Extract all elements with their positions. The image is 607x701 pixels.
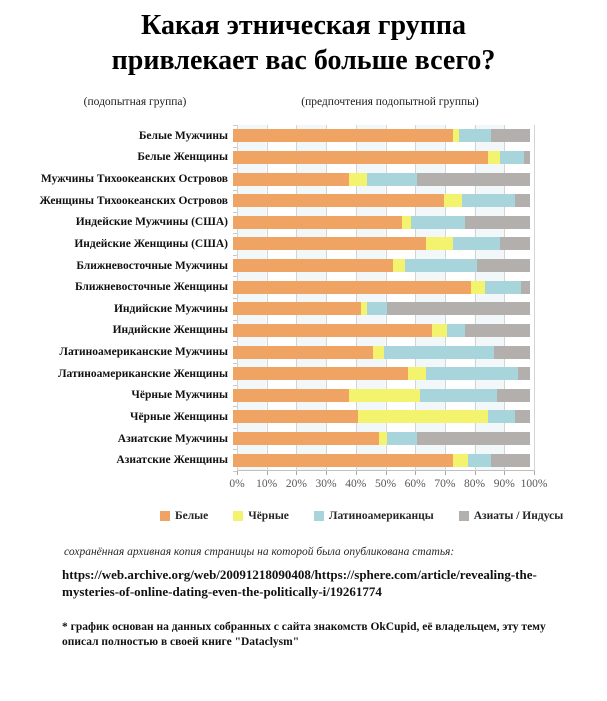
x-axis-tick-label: 10% xyxy=(256,478,278,490)
category-label: Азиатские Мужчины xyxy=(117,432,228,445)
bar-segment-Азиаты / Индусы xyxy=(524,151,530,164)
legend-item xyxy=(459,510,563,522)
legend-item xyxy=(233,510,289,522)
category-label: Индейские Мужчины (США) xyxy=(75,216,228,229)
bar-segment-Латиноамериканцы xyxy=(500,151,524,164)
chart-legend xyxy=(160,510,563,522)
y-axis-tick xyxy=(233,320,237,321)
axis-tick xyxy=(326,471,327,475)
legend-item xyxy=(314,510,434,522)
category-label: Индейские Женщины (США) xyxy=(74,237,228,250)
bar-segment-Белые xyxy=(233,410,358,423)
bar-segment-Чёрные xyxy=(453,454,468,467)
bar-row xyxy=(0,449,534,471)
bar-segment-Белые xyxy=(233,432,379,445)
y-axis-tick xyxy=(233,233,237,234)
stacked-bar-chart xyxy=(0,125,607,525)
axis-tick xyxy=(415,471,416,475)
category-label: Латиноамериканские Женщины xyxy=(57,367,228,380)
bar-row xyxy=(0,276,534,298)
bar-segment-Чёрные xyxy=(402,216,411,229)
bar-segment-Чёрные xyxy=(349,389,420,402)
subtitle-test-group: (подопытная группа) xyxy=(83,96,187,108)
category-label: Чёрные Мужчины xyxy=(131,389,228,402)
bar-segment-Латиноамериканцы xyxy=(420,389,497,402)
category-label: Белые Женщины xyxy=(137,151,228,164)
category-label: Индийские Мужчины xyxy=(113,302,228,315)
bar-track xyxy=(233,324,530,337)
bar-segment-Азиаты / Индусы xyxy=(491,129,530,142)
x-axis-labels xyxy=(0,478,607,494)
x-axis-tick-label: 60% xyxy=(404,478,426,490)
bar-track xyxy=(233,346,530,359)
category-label: Азиатские Женщины xyxy=(116,454,228,467)
bar-segment-Латиноамериканцы xyxy=(488,410,515,423)
category-label: Чёрные Женщины xyxy=(130,410,228,423)
bar-segment-Латиноамериканцы xyxy=(459,129,492,142)
bar-segment-Белые xyxy=(233,173,349,186)
bar-track xyxy=(233,216,530,229)
legend-label: Чёрные xyxy=(248,510,289,522)
bar-row xyxy=(0,298,534,320)
bar-segment-Азиаты / Индусы xyxy=(465,324,530,337)
archive-url xyxy=(62,566,572,600)
bar-segment-Чёрные xyxy=(426,237,453,250)
axis-tick xyxy=(534,471,535,475)
y-axis-tick xyxy=(233,168,237,169)
bar-track xyxy=(233,259,530,272)
bar-segment-Латиноамериканцы xyxy=(468,454,492,467)
bar-segment-Чёрные xyxy=(488,151,500,164)
bar-segment-Латиноамериканцы xyxy=(411,216,464,229)
axis-tick xyxy=(296,471,297,475)
bar-track xyxy=(233,302,530,315)
bar-segment-Азиаты / Индусы xyxy=(515,410,530,423)
y-axis-tick xyxy=(233,190,237,191)
x-axis-tick-label: 100% xyxy=(520,478,548,490)
bar-segment-Белые xyxy=(233,389,349,402)
title-line-1: Какая этническая группа xyxy=(141,10,466,41)
bar-segment-Азиаты / Индусы xyxy=(497,389,530,402)
bar-segment-Белые xyxy=(233,194,444,207)
legend-label: Азиаты / Индусы xyxy=(473,510,564,522)
bar-segment-Чёрные xyxy=(444,194,462,207)
bar-track xyxy=(233,389,530,402)
bar-row xyxy=(0,168,534,190)
legend-item xyxy=(160,510,208,522)
category-label: Ближневосточные Мужчины xyxy=(76,259,228,272)
axis-tick xyxy=(504,471,505,475)
bar-segment-Белые xyxy=(233,454,453,467)
bar-segment-Азиаты / Индусы xyxy=(500,237,530,250)
bar-segment-Белые xyxy=(233,367,408,380)
category-label: Женщины Тихоокеанских Островов xyxy=(39,194,228,207)
x-axis-tick-label: 20% xyxy=(285,478,307,490)
legend-swatch-icon xyxy=(160,511,170,521)
bar-segment-Латиноамериканцы xyxy=(384,346,494,359)
bar-segment-Азиаты / Индусы xyxy=(518,367,530,380)
bar-segment-Латиноамериканцы xyxy=(405,259,476,272)
legend-swatch-icon xyxy=(459,511,469,521)
y-axis-tick xyxy=(233,147,237,148)
bar-row xyxy=(0,363,534,385)
bar-segment-Латиноамериканцы xyxy=(485,281,521,294)
legend-label: Латиноамериканцы xyxy=(328,510,434,522)
legend-label: Белые xyxy=(175,510,209,522)
bar-segment-Белые xyxy=(233,237,426,250)
bar-segment-Азиаты / Индусы xyxy=(477,259,530,272)
bar-segment-Азиаты / Индусы xyxy=(491,454,530,467)
archive-note: сохранённая архивная копия страницы на которой была опубликована статья: xyxy=(64,546,455,558)
bar-segment-Чёрные xyxy=(349,173,367,186)
y-axis-tick xyxy=(233,385,237,386)
axis-tick xyxy=(356,471,357,475)
bar-segment-Чёрные xyxy=(358,410,489,423)
category-label: Ближневосточные Женщины xyxy=(74,281,228,294)
y-axis-tick xyxy=(233,212,237,213)
bar-row xyxy=(0,406,534,428)
bar-segment-Азиаты / Индусы xyxy=(387,302,530,315)
axis-tick xyxy=(445,471,446,475)
bar-segment-Белые xyxy=(233,324,432,337)
y-axis-tick xyxy=(233,406,237,407)
gridline xyxy=(534,125,535,471)
y-axis-tick xyxy=(233,449,237,450)
bar-segment-Латиноамериканцы xyxy=(447,324,465,337)
bar-segment-Чёрные xyxy=(471,281,486,294)
bar-segment-Белые xyxy=(233,281,471,294)
bar-segment-Латиноамериканцы xyxy=(367,173,417,186)
y-axis-tick xyxy=(233,255,237,256)
bar-segment-Чёрные xyxy=(379,432,388,445)
bar-track xyxy=(233,129,530,142)
bar-segment-Белые xyxy=(233,129,453,142)
bar-track xyxy=(233,281,530,294)
category-label: Индийские Женщины xyxy=(112,324,228,337)
axis-tick xyxy=(386,471,387,475)
category-label: Латиноамериканские Мужчины xyxy=(59,346,228,359)
y-axis-tick xyxy=(233,298,237,299)
bar-row xyxy=(0,428,534,450)
bar-segment-Латиноамериканцы xyxy=(462,194,515,207)
bar-row xyxy=(0,320,534,342)
bar-segment-Чёрные xyxy=(432,324,447,337)
bar-track xyxy=(233,432,530,445)
y-axis-tick xyxy=(233,471,237,472)
axis-tick xyxy=(267,471,268,475)
archive-url-line-2: mysteries-of-online-dating-even-the-politically-i/19261774 xyxy=(62,584,382,599)
bar-row xyxy=(0,233,534,255)
bar-segment-Латиноамериканцы xyxy=(387,432,417,445)
y-axis-tick xyxy=(233,363,237,364)
bar-segment-Азиаты / Индусы xyxy=(521,281,530,294)
x-axis-tick-label: 0% xyxy=(229,478,245,490)
bar-row xyxy=(0,125,534,147)
legend-swatch-icon xyxy=(314,511,324,521)
bar-segment-Чёрные xyxy=(408,367,426,380)
bar-track xyxy=(233,194,530,207)
bar-segment-Азиаты / Индусы xyxy=(494,346,530,359)
bar-row xyxy=(0,147,534,169)
bar-track xyxy=(233,151,530,164)
axis-tick xyxy=(237,471,238,475)
x-axis-tick-label: 50% xyxy=(374,478,397,490)
bar-segment-Латиноамериканцы xyxy=(367,302,388,315)
bar-row xyxy=(0,212,534,234)
title-line-2: привлекает вас больше всего? xyxy=(111,45,496,76)
bar-segment-Латиноамериканцы xyxy=(426,367,518,380)
archive-url-line-1: https://web.archive.org/web/20091218090408/https://sphere.com/article/revealing-the- xyxy=(62,567,537,582)
y-axis-tick xyxy=(233,428,237,429)
page-title xyxy=(0,8,607,78)
x-axis-tick-label: 40% xyxy=(345,478,367,490)
bar-row xyxy=(0,190,534,212)
y-axis-tick xyxy=(233,276,237,277)
bar-track xyxy=(233,237,530,250)
bar-segment-Азиаты / Индусы xyxy=(417,432,530,445)
source-note: * график основан на данных собранных с сайта знакомств OkCupid, её владельцем, эту тему описал полностью в своей книге "Dataclysm" xyxy=(62,621,546,648)
bar-segment-Белые xyxy=(233,346,373,359)
legend-swatch-icon xyxy=(233,511,243,521)
y-axis-tick xyxy=(233,341,237,342)
bar-segment-Белые xyxy=(233,259,393,272)
bar-row xyxy=(0,385,534,407)
bar-row xyxy=(0,341,534,363)
bar-row xyxy=(0,255,534,277)
subtitle-preferences: (предпочтения подопытной группы) xyxy=(301,96,479,108)
bar-segment-Белые xyxy=(233,151,488,164)
bar-segment-Азиаты / Индусы xyxy=(515,194,530,207)
x-axis-tick-label: 30% xyxy=(315,478,337,490)
bar-track xyxy=(233,410,530,423)
bar-track xyxy=(233,454,530,467)
category-label: Мужчины Тихоокеанских Островов xyxy=(40,173,228,186)
x-axis-tick-label: 90% xyxy=(493,478,515,490)
bar-segment-Белые xyxy=(233,302,361,315)
x-axis-tick-label: 70% xyxy=(434,478,456,490)
category-label: Белые Мужчины xyxy=(138,129,228,142)
bar-track xyxy=(233,367,530,380)
x-axis-tick-label: 80% xyxy=(464,478,486,490)
chart-rows xyxy=(0,125,534,471)
bar-track xyxy=(233,173,530,186)
axis-tick xyxy=(475,471,476,475)
bar-segment-Азиаты / Индусы xyxy=(417,173,530,186)
bar-segment-Чёрные xyxy=(393,259,405,272)
bar-segment-Чёрные xyxy=(373,346,385,359)
bar-segment-Белые xyxy=(233,216,402,229)
bar-segment-Латиноамериканцы xyxy=(453,237,501,250)
y-axis-tick xyxy=(233,125,237,126)
bar-segment-Азиаты / Индусы xyxy=(465,216,530,229)
